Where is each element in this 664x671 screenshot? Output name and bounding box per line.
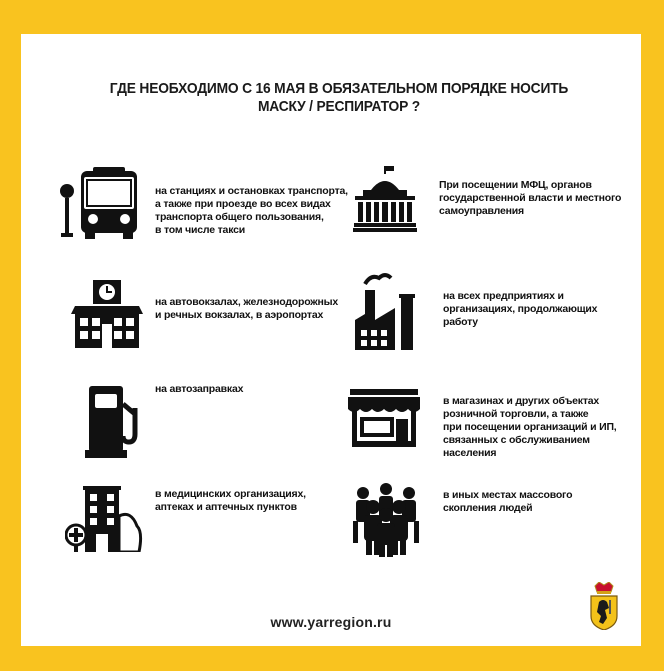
item-text-line: на автозаправках [155, 383, 244, 395]
train-station-icon [71, 280, 143, 348]
item-text-line: на станциях и остановках транспорта, [155, 185, 348, 197]
item-text-line: на автовокзалах, железнодорожных [155, 296, 339, 308]
item-text-line: связанных с обслуживанием [443, 434, 590, 446]
item-text-line: и речных вокзалах, в аэропортах [155, 309, 324, 321]
item-text-line: государственной власти и местного [439, 192, 622, 204]
item-text-line: при посещении организаций и ИП, [443, 421, 617, 433]
item-shops [443, 395, 617, 460]
item-text-line: скопления людей [443, 502, 533, 514]
item-text-line: самоуправления [439, 205, 524, 217]
item-text-line: в медицинских организациях, [155, 488, 306, 500]
factory-icon [355, 272, 421, 350]
item-text-line: в магазинах и других объектах [443, 395, 600, 407]
shop-icon [348, 389, 420, 447]
item-text-line: транспорта общего пользования, [155, 211, 324, 223]
item-transport [155, 185, 348, 237]
item-stations [155, 296, 338, 322]
item-text-line: населения [443, 447, 497, 459]
item-mfc [439, 179, 621, 218]
item-text-line: а также при проезде во всех видах [155, 198, 331, 210]
item-text-line: аптеках и аптечных пунктов [155, 501, 297, 513]
item-crowds [443, 489, 572, 515]
fuel-pump-icon [83, 386, 149, 458]
item-medical [155, 488, 306, 514]
item-enterprises [443, 290, 597, 329]
crowd-icon [351, 483, 421, 557]
item-text-line: организациях, продолжающих [443, 303, 598, 315]
government-building-icon [353, 166, 417, 232]
hospital-icon [65, 486, 143, 552]
poster-title [87, 80, 591, 116]
item-text-line: на всех предприятиях и [443, 290, 564, 302]
item-text-line: в том числе такси [155, 224, 246, 236]
item-text-line: работу [443, 316, 478, 328]
yaroslavl-region-crest-icon [589, 582, 619, 635]
item-text-line: розничной торговли, а также [443, 408, 589, 420]
item-gas-stations [155, 383, 243, 396]
poster [21, 34, 641, 646]
website-url: www.yarregion.ru [270, 614, 392, 630]
item-text-line: в иных местах массового [443, 489, 573, 501]
bus-stop-icon [59, 167, 139, 239]
title-line-1: ГДЕ НЕОБХОДИМО С 16 МАЯ В ОБЯЗАТЕЛЬНОМ ПОРЯДКЕ НОСИТЬ [109, 80, 569, 97]
title-line-2: МАСКУ / РЕСПИРАТОР ? [257, 98, 421, 115]
item-text-line: При посещении МФЦ, органов [439, 179, 592, 191]
